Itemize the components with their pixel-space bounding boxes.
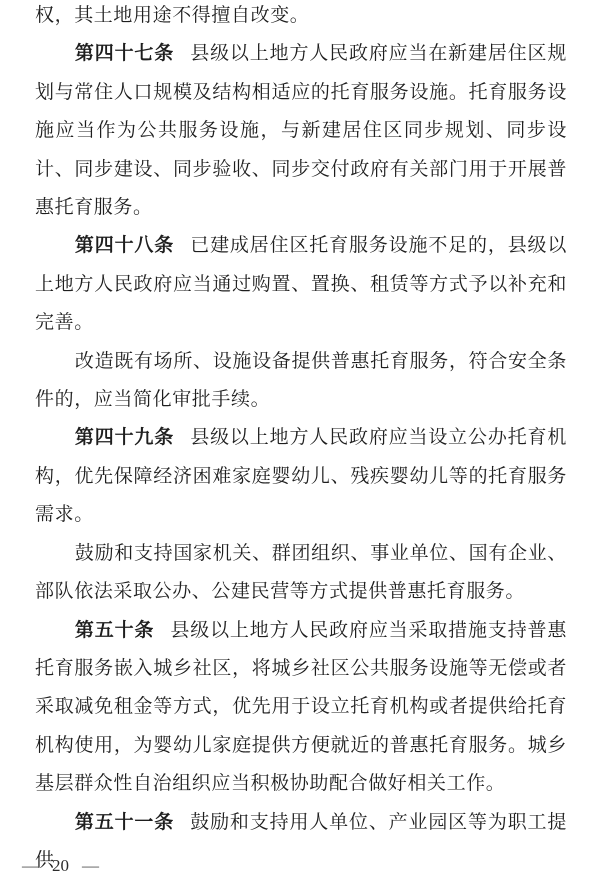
paragraph (35, 343, 567, 420)
article-number: 第五十一条 (74, 811, 175, 833)
paragraph-text: 县级以上地方人民政府应当在新建居住区规划与常住人口规模及结构相适应的托育服务设施。托育服务设施应当作为公共服务设施，与新建居住区同步规划、同步设计、同步建设、同步验收、同步交付政府有关部门用于开展普惠托育服务。 (35, 43, 567, 219)
page-footer (22, 857, 99, 874)
document-body (35, 0, 567, 880)
paragraph (35, 804, 567, 881)
paragraph (35, 227, 567, 342)
page-number: 20 (52, 856, 69, 875)
paragraph-text: 县级以上地方人民政府应当采取措施支持普惠托育服务嵌入城乡社区，将城乡社区公共服务设施等无偿或者采取减免租金等方式，优先用于设立托育机构或者提供给托育机构使用，为婴幼儿家庭提供方便就近的普惠托育服务。城乡基层群众性自治组织应当积极协助配合做好相关工作。 (35, 619, 567, 795)
paragraph (35, 35, 567, 227)
paragraph-text: 鼓励和支持用人单位、产业园区等为职工提供 (35, 811, 567, 871)
article-number: 第四十七条 (74, 43, 175, 65)
paragraph-text: 县级以上地方人民政府应当设立公办托育机构，优先保障经济困难家庭婴幼儿、残疾婴幼儿等的托育服务需求。 (35, 427, 567, 526)
paragraph (35, 419, 567, 534)
paragraph (35, 612, 567, 804)
paragraph-text: 已建成居住区托育服务设施不足的，县级以上地方人民政府应当通过购置、置换、租赁等方式予以补充和完善。 (35, 235, 567, 334)
paragraph-text: 鼓励和支持国家机关、群团组织、事业单位、国有企业、部队依法采取公办、公建民营等方式提供普惠托育服务。 (35, 542, 567, 603)
paragraph (35, 535, 567, 612)
article-number: 第五十条 (74, 619, 155, 641)
footer-dash-left: — (22, 856, 39, 875)
article-number: 第四十八条 (74, 235, 175, 257)
paragraph-text: 改造既有场所、设施设备提供普惠托育服务，符合安全条件的，应当简化审批手续。 (35, 350, 567, 411)
footer-dash-right: — (82, 856, 99, 875)
paragraph-text: 权，其土地用途不得擅自改变。 (35, 5, 310, 26)
paragraph (35, 0, 567, 35)
article-number: 第四十九条 (74, 427, 175, 449)
